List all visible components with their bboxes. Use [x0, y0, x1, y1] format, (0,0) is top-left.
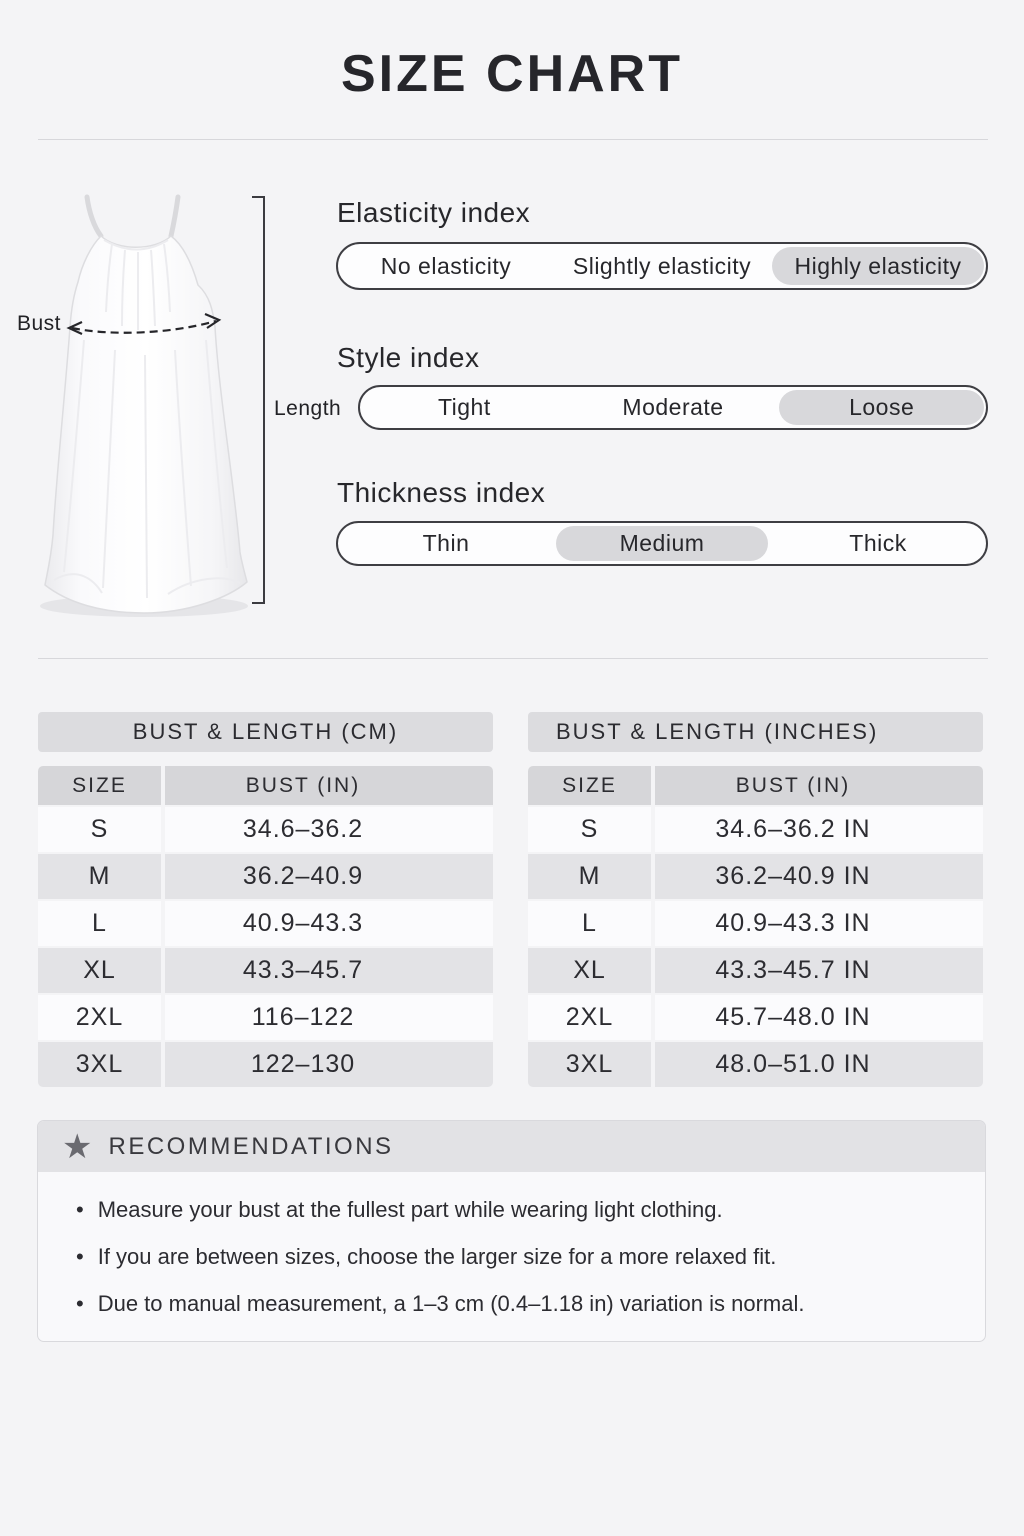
bullet-icon: • — [76, 1197, 84, 1222]
recommendation-text: If you are between sizes, choose the larger size for a more relaxed fit. — [97, 1244, 777, 1269]
thickness-index-heading: Thickness index — [337, 477, 546, 508]
size-cell: L — [38, 901, 161, 946]
bust-cell: 34.6–36.2 IN — [655, 807, 983, 852]
size-cell: S — [38, 807, 161, 852]
bullet-icon: • — [76, 1244, 84, 1269]
recommendations-header — [38, 1121, 985, 1172]
recommendations-title: RECOMMENDATIONS — [108, 1132, 394, 1160]
style-index-heading: Style index — [337, 342, 480, 373]
recommendation-text: Measure your bust at the fullest part while wearing light clothing. — [97, 1197, 723, 1222]
elasticity-option-no: No elasticity — [380, 252, 512, 279]
size-table-cm-card — [38, 712, 493, 1087]
elasticity-index-scale — [336, 242, 988, 290]
bust-cell: 36.2–40.9 IN — [655, 854, 983, 899]
size-cell: S — [528, 807, 651, 852]
size-cell: XL — [528, 948, 651, 993]
bust-cell: 40.9–43.3 IN — [655, 901, 983, 946]
size-cell: 2XL — [528, 995, 651, 1040]
bust-cell: 36.2–40.9 — [165, 854, 493, 899]
recommendation-text: Due to manual measurement, a 1–3 cm (0.4–1.18 in) variation is normal. — [97, 1291, 805, 1316]
bust-cell: 45.7–48.0 IN — [655, 995, 983, 1040]
length-label: Length — [274, 397, 342, 420]
column-header-size: SIZE — [38, 766, 161, 805]
star-icon: ★ — [62, 1127, 93, 1166]
elasticity-index-heading: Elasticity index — [337, 197, 531, 228]
bust-cell: 43.3–45.7 — [165, 948, 493, 993]
elasticity-option-slightly: Slightly elasticity — [572, 252, 752, 279]
bust-cell: 34.6–36.2 — [165, 807, 493, 852]
section-divider — [38, 658, 988, 659]
style-option-loose: Loose — [779, 390, 984, 425]
top-divider — [38, 139, 988, 140]
size-cell: M — [528, 854, 651, 899]
recommendations-box — [37, 1120, 986, 1342]
thickness-option-medium: Medium — [556, 526, 768, 561]
style-option-moderate: Moderate — [622, 394, 724, 420]
bust-cell: 48.0–51.0 IN — [655, 1042, 983, 1087]
size-table-inches-card — [528, 712, 983, 1087]
size-cell: 3XL — [38, 1042, 161, 1087]
size-cell: 3XL — [528, 1042, 651, 1087]
recommendations-list — [38, 1172, 985, 1317]
thickness-option-thick: Thick — [849, 530, 907, 556]
size-table-cm-banner: BUST & LENGTH (CM) — [38, 712, 493, 752]
bust-label: Bust — [17, 312, 62, 335]
column-header-bust: BUST (IN) — [165, 766, 493, 805]
length-bracket — [252, 196, 265, 604]
size-table-inches — [528, 766, 983, 1087]
recommendation-item — [68, 1244, 955, 1270]
size-cell: M — [38, 854, 161, 899]
style-index-scale — [358, 385, 988, 430]
thickness-index-scale — [336, 521, 988, 566]
recommendation-item — [68, 1197, 955, 1223]
style-option-tight: Tight — [437, 394, 491, 420]
bust-cell: 116–122 — [165, 995, 493, 1040]
elasticity-option-highly: Highly elasticity — [772, 247, 984, 285]
page-title: SIZE CHART — [341, 45, 683, 103]
size-cell: 2XL — [38, 995, 161, 1040]
bust-cell: 40.9–43.3 — [165, 901, 493, 946]
thickness-option-thin: Thin — [422, 530, 470, 556]
column-header-bust: BUST (IN) — [655, 766, 983, 805]
dress-image — [20, 190, 250, 620]
bust-measure-arrow-icon — [60, 310, 230, 344]
bullet-icon: • — [76, 1291, 84, 1316]
bust-cell: 122–130 — [165, 1042, 493, 1087]
bust-cell: 43.3–45.7 IN — [655, 948, 983, 993]
recommendation-item — [68, 1291, 955, 1317]
size-table-cm — [38, 766, 493, 1087]
size-cell: XL — [38, 948, 161, 993]
column-header-size: SIZE — [528, 766, 651, 805]
size-cell: L — [528, 901, 651, 946]
size-table-inches-banner: BUST & LENGTH (INCHES) — [528, 712, 983, 752]
